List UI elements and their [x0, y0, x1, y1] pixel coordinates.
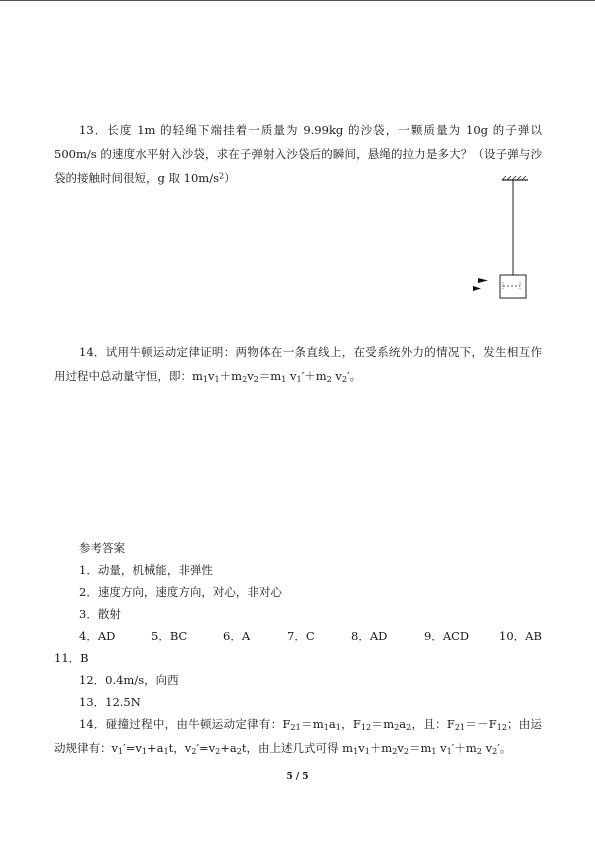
answer-1: 1．动量，机械能，非弹性: [79, 563, 213, 577]
answer-14: 14．碰撞过程中，由牛顿运动定律有：$F_{21}=m_1a_1$，$F_{12}=m_2a_2$，且：$F_{21}=-F_{12}$；由运动规律有：$v_1'=v_1+a_1t$，$v_2'=v_2+a_2t$，由上述几式可得 $m_1v_1+m_2v_2=m_1$ $v_1'+m_2$ $v_2'$。: [54, 717, 543, 756]
bullet-arrow-lower: [473, 286, 481, 291]
answer-10: 10．AB: [499, 629, 542, 643]
answer-13: 13．12.5N: [79, 695, 141, 709]
page-number: 5 / 5: [286, 772, 309, 782]
answer-3: 3．散射: [79, 607, 121, 621]
answer-11: 11．B: [54, 651, 89, 665]
answer-6: 6．A: [223, 629, 251, 643]
answer-5: 5．BC: [151, 629, 188, 643]
answer-2: 2．速度方向，速度方向，对心，非对心: [79, 585, 282, 599]
page-top-rule: [0, 0, 595, 1]
sandbag: [500, 275, 526, 298]
answers-multiple-choice: [79, 626, 543, 646]
answer-12: 12．0.4m/s，向西: [79, 673, 179, 687]
answer-4: 4．AD: [79, 629, 116, 643]
answer-8: 8．AD: [351, 629, 388, 643]
ceiling-support: [502, 176, 528, 180]
answer-9: 9．ACD: [424, 629, 470, 643]
question-14: 14．试用牛顿运动定律证明：两物体在一条直线上，在受系统外力的情况下，发生相互作用过程中总动量守恒，即：$m_1v_1+m_2v_2=m_1$ $v_1'+m_2$ $v_2'$。: [54, 345, 542, 384]
sandbag-diagram: [468, 176, 532, 306]
answer-7: 7．C: [287, 629, 315, 643]
bullet-arrow-upper: [478, 278, 488, 283]
question-13: 13．长度 1m 的轻绳下端挂着一质量为 9.99kg 的沙袋，一颗质量为 10g 的子弹以 500m/s 的速度水平射入沙袋，求在子弹射入沙袋后的瞬间，悬绳的拉力是多大？（设子弹与沙袋的接触时间很短，g 取 $10m/s^2$）: [54, 123, 542, 185]
answers-heading: 参考答案: [79, 541, 125, 555]
